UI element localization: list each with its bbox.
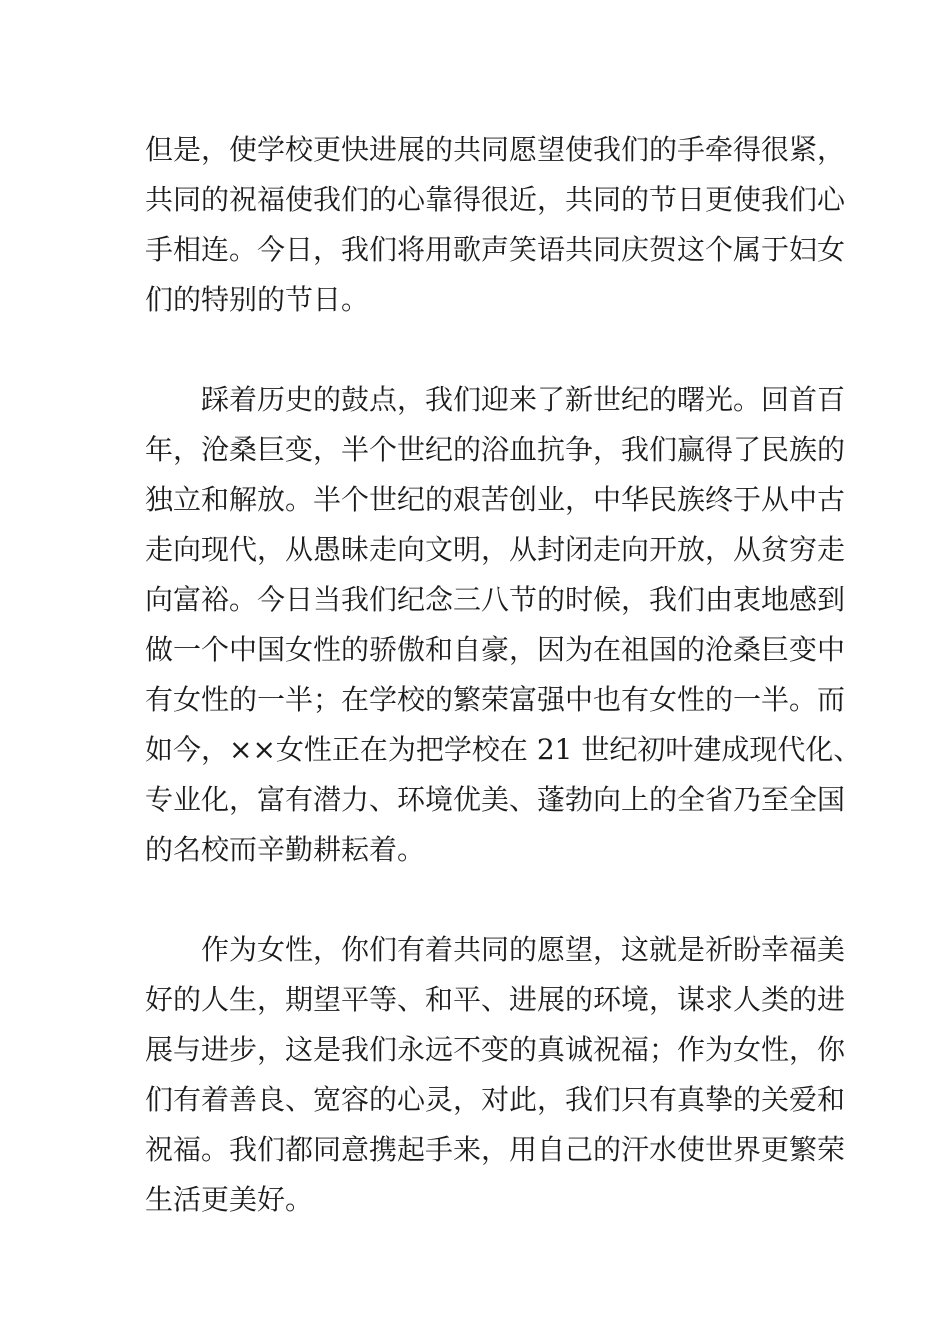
text-line: 独立和解放。半个世纪的艰苦创业，中华民族终于从中古 <box>145 483 846 516</box>
text-line: 作为女性，你们有着共同的愿望，这就是祈盼幸福美 <box>145 933 846 966</box>
text-line: 们的特别的节日。 <box>145 283 370 316</box>
text-line: 们有着善良、宽容的心灵，对此，我们只有真挚的关爱和 <box>145 1083 846 1116</box>
text-line: 如今，××女性正在为把学校在 21 世纪初叶建成现代化、 <box>145 733 862 766</box>
text-line: 向富裕。今日当我们纪念三八节的时候，我们由衷地感到 <box>145 583 846 616</box>
text-line: 做一个中国女性的骄傲和自豪，因为在祖国的沧桑巨变中 <box>145 633 846 666</box>
text-line: 专业化，富有潜力、环境优美、蓬勃向上的全省乃至全国 <box>145 783 846 816</box>
text-line: 手相连。今日，我们将用歌声笑语共同庆贺这个属于妇女 <box>145 233 846 266</box>
text-line: 展与进步，这是我们永远不变的真诚祝福；作为女性，你 <box>145 1033 846 1066</box>
text-line: 生活更美好。 <box>145 1183 314 1216</box>
text-line: 但是，使学校更快进展的共同愿望使我们的手牵得很紧， <box>145 133 846 166</box>
text-line: 走向现代，从愚昧走向文明，从封闭走向开放，从贫穷走 <box>145 533 846 566</box>
text-line: 好的人生，期望平等、和平、进展的环境，谋求人类的进 <box>145 983 846 1016</box>
text-line: 有女性的一半；在学校的繁荣富强中也有女性的一半。而 <box>145 683 846 716</box>
text-line: 年，沧桑巨变，半个世纪的浴血抗争，我们赢得了民族的 <box>145 433 846 466</box>
text-line: 踩着历史的鼓点，我们迎来了新世纪的曙光。回首百 <box>145 383 846 416</box>
text-line: 共同的祝福使我们的心靠得很近，共同的节日更使我们心 <box>145 183 846 216</box>
text-line: 祝福。我们都同意携起手来，用自己的汗水使世界更繁荣 <box>145 1133 846 1166</box>
text-line: 的名校而辛勤耕耘着。 <box>145 833 426 866</box>
